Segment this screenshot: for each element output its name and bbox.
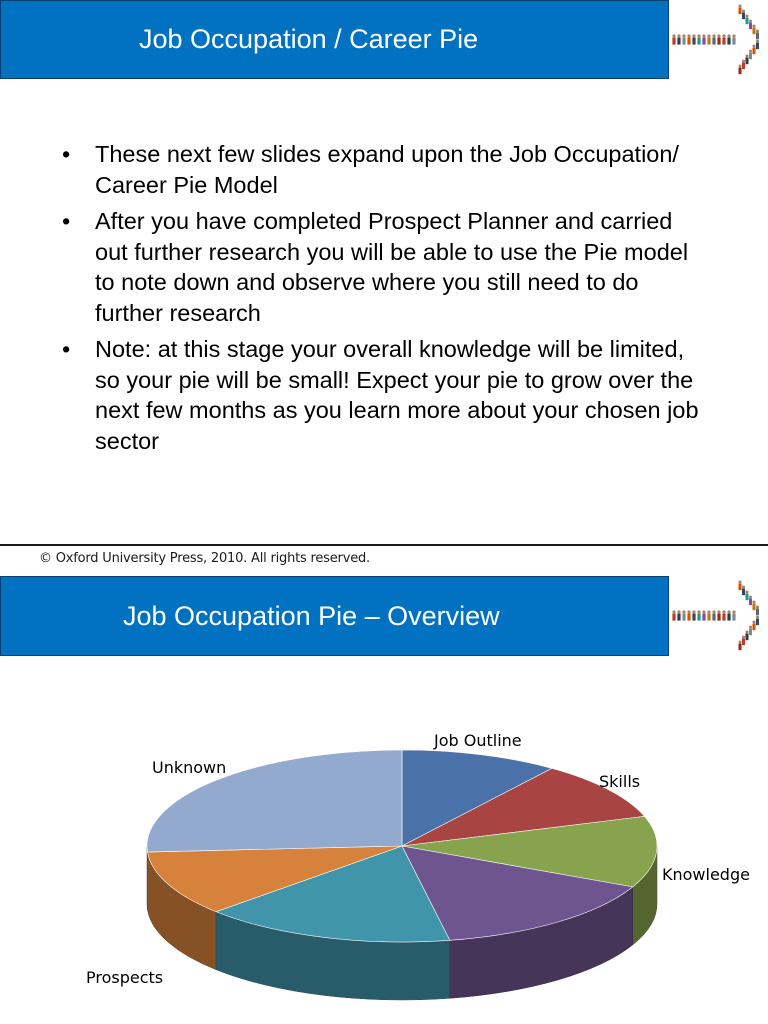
bullet-text: These next few slides expand upon the Job Occupation/ Career Pie Model <box>95 141 679 198</box>
people-arrow-icon <box>670 0 768 80</box>
pie-chart <box>0 576 768 1024</box>
pie-slice-label: Job Outline <box>434 731 522 750</box>
bullet-marker: • <box>62 336 71 362</box>
slide-pie-overview <box>0 576 768 1024</box>
bullet-marker: • <box>62 141 71 167</box>
pie-slice-label: Skills <box>599 772 641 791</box>
bullet-item <box>62 206 702 328</box>
copyright-notice: © Oxford University Press, 2010. All rights reserved. <box>39 551 370 566</box>
pie-slice-label: Unknown <box>152 758 227 777</box>
bullet-list <box>62 139 702 462</box>
slide-title: Job Occupation Pie – Overview <box>123 600 500 631</box>
bullet-text: After you have completed Prospect Planner and carried out further research you will be able to use the Pie model to note down and observe where you still need to do further research <box>95 208 689 326</box>
bullet-item <box>62 334 702 456</box>
bullet-marker: • <box>62 208 71 234</box>
bullet-text: Note: at this stage your overall knowledge will be limited, so your pie will be small! Expect your pie to grow over the next few months as you learn more about your chosen job sector <box>95 336 699 454</box>
bullet-item <box>62 139 702 200</box>
pie-slice-label: Knowledge <box>662 865 750 884</box>
slide-divider <box>0 544 768 546</box>
title-bar <box>0 0 669 79</box>
pie-slice-label: Prospects <box>86 968 164 987</box>
slide-title: Job Occupation / Career Pie <box>139 24 479 54</box>
